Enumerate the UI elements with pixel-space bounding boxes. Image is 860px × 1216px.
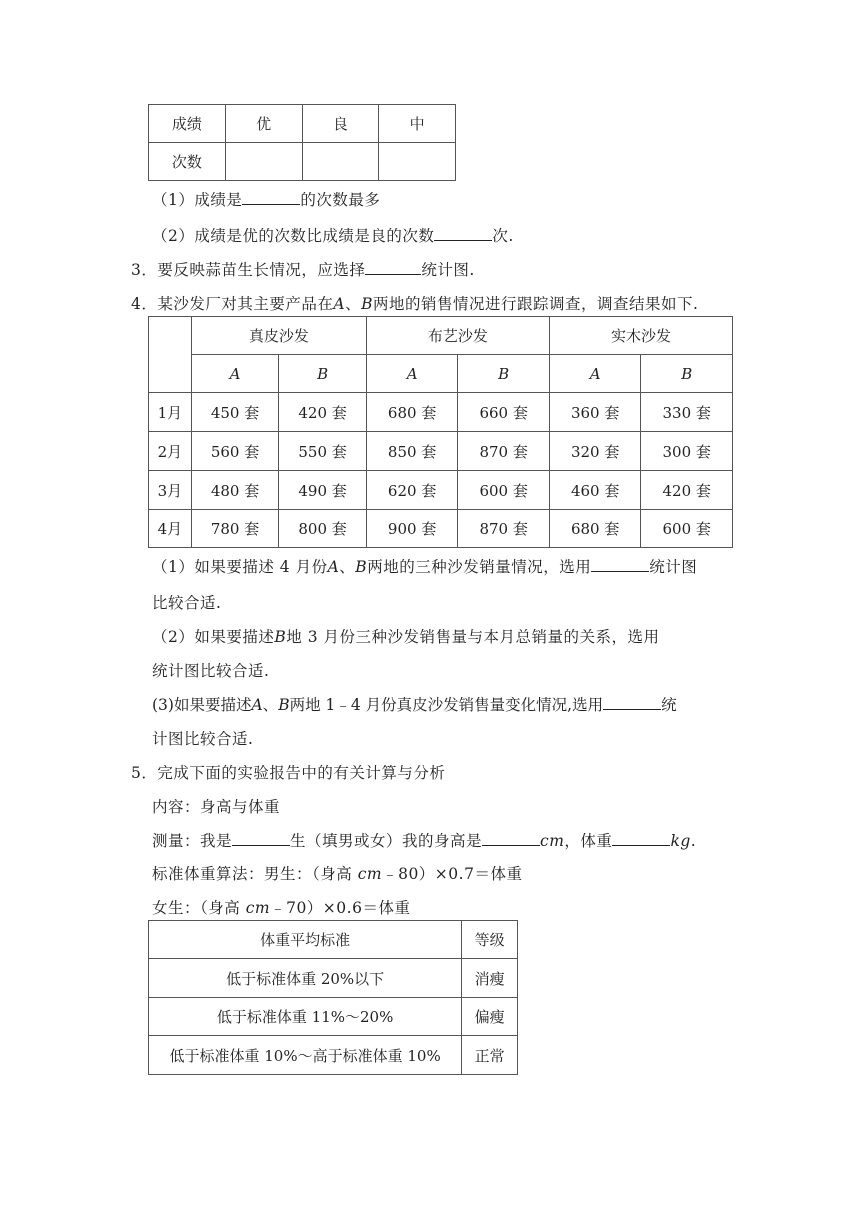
weight-header-cell: 等级	[462, 921, 518, 959]
q5-std-male	[152, 862, 522, 884]
q4-sub2-text: （2）如果要描述	[152, 628, 275, 646]
q5-std-female	[152, 896, 410, 918]
q4-intro-text: 4．某沙发厂对其主要产品在	[131, 295, 334, 313]
sub-header-b	[279, 355, 367, 393]
table-row	[149, 432, 733, 471]
q2-part1-text: （1）成绩是	[152, 191, 243, 209]
weight-standard-table	[148, 920, 518, 1075]
sales-cell: 850 套	[366, 432, 458, 471]
sub-header-a	[191, 355, 279, 393]
group-header: 布艺沙发	[366, 317, 549, 355]
q4-sub3-cont: 计图比较合适.	[152, 730, 254, 748]
q4-sub2-cont: 统计图比较合适.	[152, 662, 270, 680]
sales-cell: 660 套	[458, 393, 550, 432]
sales-cell: 320 套	[549, 432, 641, 471]
sales-cell: 870 套	[458, 510, 550, 548]
q4-sub1-text: （1）如果要描述 4 月份	[152, 558, 328, 576]
q4-sub3-text-end: 统	[661, 696, 677, 714]
q4-sub3-text-mid: 两地 1﹣4 月份真皮沙发销售量变化情况,选用	[289, 696, 604, 714]
answer-blank	[434, 226, 492, 241]
sales-cell: 330 套	[641, 393, 733, 432]
var-a: A	[327, 558, 340, 576]
question-3	[131, 258, 475, 280]
q4-intro-text-end: 两地的销售情况进行跟踪调查，调查结果如下.	[372, 295, 699, 313]
table-row	[149, 393, 733, 432]
var-b: B	[278, 696, 290, 714]
q2-part2-text-end: 次.	[492, 227, 514, 245]
sales-cell: 480 套	[191, 471, 279, 510]
q5-std-male-formula: ﹣80）×0.7＝体重	[382, 865, 523, 883]
question-5-title: 5．完成下面的实验报告中的有关计算与分析	[131, 764, 446, 782]
var-b: B	[361, 295, 373, 313]
q4-sub1	[152, 555, 697, 577]
q4-sub1-text-mid: 两地的三种沙发销量情况，选用	[367, 558, 592, 576]
table-row	[149, 959, 518, 998]
period: .	[690, 832, 697, 850]
sales-cell: 420 套	[641, 471, 733, 510]
grade-row-label: 次数	[149, 143, 226, 181]
q2-part1-text-end: 的次数最多	[300, 191, 381, 209]
question-4-intro	[131, 292, 698, 314]
q2-part2	[152, 224, 514, 246]
month-cell: 3月	[149, 471, 192, 510]
sales-cell: 680 套	[366, 393, 458, 432]
table-row	[149, 998, 518, 1036]
group-header: 实木沙发	[549, 317, 732, 355]
sub-header-label: A	[229, 364, 241, 383]
weight-level-cell: 偏瘦	[462, 998, 518, 1036]
q2-part2-text: （2）成绩是优的次数比成绩是良的次数	[152, 227, 435, 245]
weight-standard-cell: 低于标准体重 10%～高于标准体重 10%	[149, 1036, 462, 1075]
q5-std-male-text: 标准体重算法：男生：（身高	[152, 865, 358, 883]
sub-header-label: B	[498, 364, 510, 383]
sales-cell: 600 套	[641, 510, 733, 548]
grade-empty-cell	[302, 143, 379, 181]
sub-header-b	[641, 355, 733, 393]
grade-header-cell: 成绩	[149, 105, 226, 143]
sales-cell: 560 套	[191, 432, 279, 471]
grade-empty-cell	[379, 143, 456, 181]
sub-header-label: A	[406, 364, 418, 383]
grade-table	[148, 104, 456, 181]
sales-cell: 800 套	[279, 510, 367, 548]
grade-empty-cell	[225, 143, 302, 181]
sub-header-label: B	[681, 364, 693, 383]
q5-content: 内容：身高与体重	[152, 798, 281, 816]
weight-level-cell: 正常	[462, 1036, 518, 1075]
var-b: B	[355, 558, 368, 576]
q5-std-female-formula: ﹣70）×0.6＝体重	[270, 899, 411, 917]
corner-cell	[149, 317, 192, 393]
answer-blank	[482, 831, 540, 846]
answer-blank	[232, 831, 290, 846]
var-a: A	[333, 295, 346, 313]
separator: 、	[262, 696, 279, 714]
sub-header-a	[366, 355, 458, 393]
sales-cell: 420 套	[279, 393, 367, 432]
answer-blank	[242, 190, 300, 205]
q3-text-end: 统计图.	[421, 261, 475, 279]
grade-header-cell: 良	[302, 105, 379, 143]
sales-cell: 900 套	[366, 510, 458, 548]
q5-measure-text: 测量：我是	[152, 832, 233, 850]
sales-cell: 300 套	[641, 432, 733, 471]
answer-blank	[365, 260, 421, 275]
q5-measure	[152, 829, 696, 851]
sub-header-b	[458, 355, 550, 393]
grade-header-cell: 中	[379, 105, 456, 143]
q3-text: 3．要反映蒜苗生长情况，应选择	[131, 261, 366, 279]
q5-measure-text-weight: ，体重	[564, 832, 613, 850]
sales-cell: 870 套	[458, 432, 550, 471]
unit-kg: kg	[670, 832, 691, 850]
unit-cm: cm	[540, 832, 565, 850]
sofa-sales-table	[148, 316, 733, 548]
q5-measure-text-mid: 生（填男或女）我的身高是	[290, 832, 483, 850]
sales-cell: 780 套	[191, 510, 279, 548]
grade-header-cell: 优	[225, 105, 302, 143]
q4-sub1-cont: 比较合适.	[152, 594, 222, 612]
sales-cell: 680 套	[549, 510, 641, 548]
separator: 、	[339, 558, 356, 576]
q4-sub3	[152, 693, 677, 715]
q2-part1	[152, 188, 380, 210]
q4-sub1-text-end: 统计图	[649, 558, 698, 576]
q4-sub2-text-mid: 地 3 月份三种沙发销售量与本月总销量的关系，选用	[286, 628, 660, 646]
month-cell: 1月	[149, 393, 192, 432]
var-b: B	[274, 628, 287, 646]
weight-standard-cell: 低于标准体重 11%～20%	[149, 998, 462, 1036]
answer-blank	[612, 831, 670, 846]
sales-cell: 460 套	[549, 471, 641, 510]
q4-sub2	[152, 625, 659, 647]
separator: 、	[345, 295, 362, 313]
unit-cm: cm	[357, 865, 383, 883]
group-header: 真皮沙发	[191, 317, 366, 355]
unit-cm: cm	[245, 899, 271, 917]
sales-cell: 490 套	[279, 471, 367, 510]
weight-standard-cell: 低于标准体重 20%以下	[149, 959, 462, 998]
table-row	[149, 1036, 518, 1075]
q5-std-female-text: 女生：（身高	[152, 899, 246, 917]
month-cell: 2月	[149, 432, 192, 471]
sub-header-a	[549, 355, 641, 393]
answer-blank	[603, 695, 661, 710]
sub-header-label: A	[589, 364, 601, 383]
table-row	[149, 510, 733, 548]
sales-cell: 360 套	[549, 393, 641, 432]
sales-cell: 600 套	[458, 471, 550, 510]
weight-level-cell: 消瘦	[462, 959, 518, 998]
sub-header-label: B	[317, 364, 329, 383]
month-cell: 4月	[149, 510, 192, 548]
sales-cell: 550 套	[279, 432, 367, 471]
weight-header-cell: 体重平均标准	[149, 921, 462, 959]
sales-cell: 450 套	[191, 393, 279, 432]
sales-cell: 620 套	[366, 471, 458, 510]
answer-blank	[591, 557, 649, 572]
table-row	[149, 471, 733, 510]
q4-sub3-text: (3)如果要描述	[152, 696, 252, 714]
var-a: A	[251, 696, 263, 714]
